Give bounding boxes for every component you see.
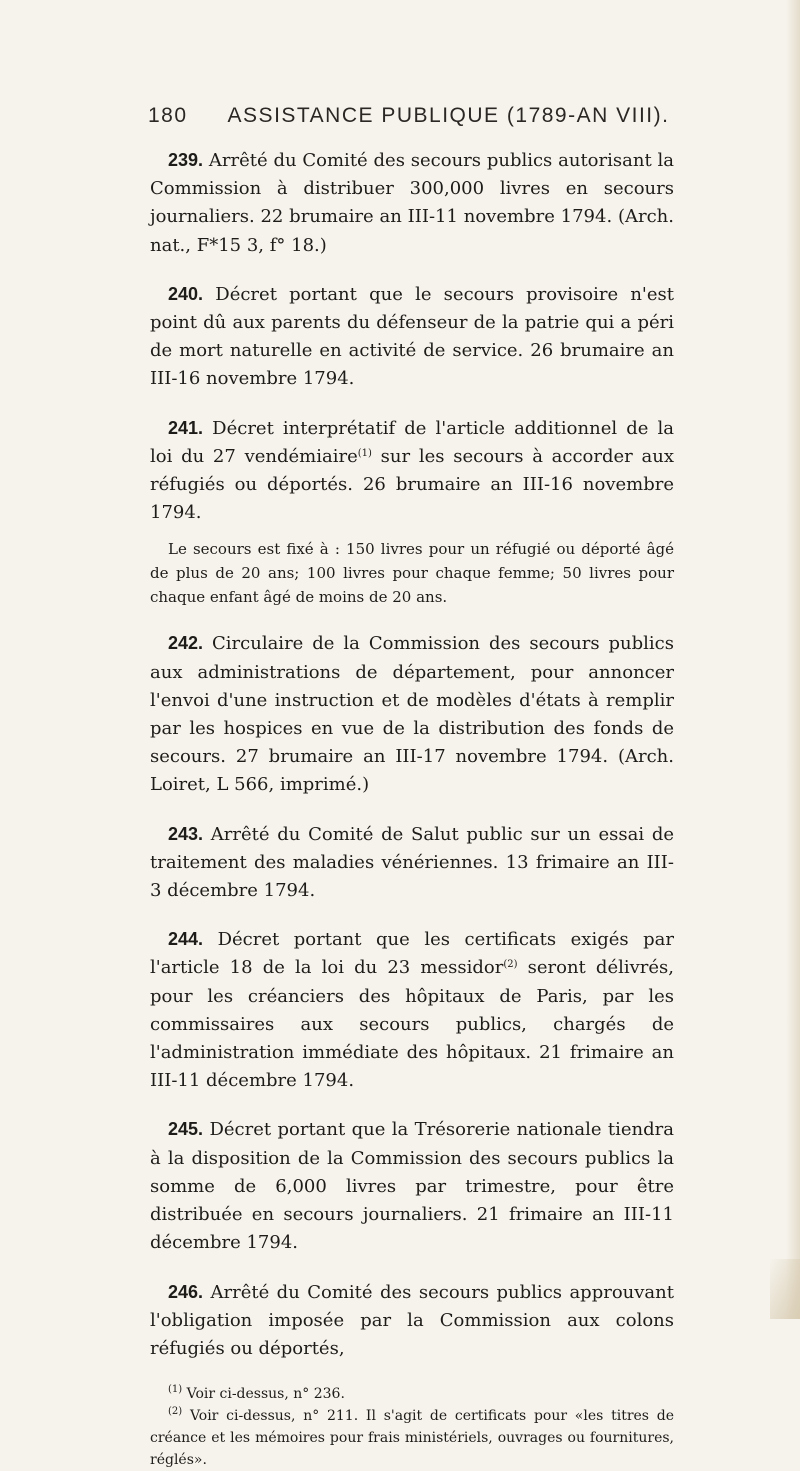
entry-number: 244.	[168, 929, 204, 950]
running-title: ASSISTANCE PUBLIQUE (1789-AN VIII).	[227, 104, 670, 127]
footnote-ref: (2)	[503, 959, 518, 971]
footnote-1	[150, 1383, 674, 1405]
entry-text: Décret portant que le secours provisoire n'est point dû aux parents du défenseur de la patrie qui a péri de mort naturelle en activité de service. 26 brumaire an III-16 novembre 1794.	[150, 283, 674, 390]
entry-number: 243.	[168, 823, 204, 844]
entry-244	[150, 925, 674, 1095]
footnote-2	[150, 1405, 674, 1471]
page-number: 180	[148, 104, 188, 127]
footnote-mark: (2)	[168, 1406, 183, 1418]
entry-text-cont: sur les secours à accorder aux réfugiés ou déportés. 26 brumaire an III-16 novembre 1794.	[150, 445, 674, 524]
entry-text: Décret portant que la Trésorerie nationale tiendra à la disposition de la Commission des secours publics la somme de 6,000 livres par trimestre, pour être distribuée en secours journaliers. 21 frimaire an III-11 décembre 1794.	[150, 1119, 674, 1254]
footnote-text: Voir ci-dessus, n° 236.	[186, 1386, 345, 1403]
entry-242	[150, 629, 674, 799]
entry-text: Décret portant que les certificats exigés par l'article 18 de la loi du 23 messidor	[150, 929, 674, 979]
entry-text: Arrêté du Comité des secours publics approuvant l'obligation imposée par la Commission aux colons réfugiés ou déportés,	[150, 1281, 674, 1359]
page-corner-shadow	[770, 1259, 800, 1319]
entry-241	[150, 414, 674, 528]
entry-text: Décret interprétatif de l'article additionnel de la loi du 27 vendémiaire	[150, 417, 674, 467]
entry-number: 242.	[168, 633, 204, 654]
text-column	[150, 146, 674, 1471]
page-edge-shadow	[786, 0, 800, 1319]
entry-number: 246.	[168, 1281, 204, 1302]
entry-240	[150, 280, 674, 394]
entry-text: Arrêté du Comité de Salut public sur un essai de traitement des maladies vénériennes. 13 frimaire an III-3 décembre 1794.	[150, 823, 674, 902]
running-header	[148, 104, 678, 128]
entry-text: Circulaire de la Commission des secours publics aux administrations de département, pour annoncer l'envoi d'une instruction et de modèles d'états à remplir par les hospices en vue de la distribution des fonds de secours. 27 brumaire an III-17 novembre 1794. (Arch. Loiret, L 566, imprimé.)	[150, 633, 674, 796]
entry-text: Arrêté du Comité des secours publics autorisant la Commission à distribuer 300,000 livres en secours journaliers. 22 brumaire an III-11 novembre 1794. (Arch. nat., F*15 3, f° 18.)	[150, 150, 674, 256]
entry-number: 241.	[168, 417, 204, 438]
entry-241-note: Le secours est fixé à : 150 livres pour un réfugié ou déporté âgé de plus de 20 ans; 100 livres pour chaque femme; 50 livres pour chaque enfant âgé de moins de 20 ans.	[150, 540, 674, 607]
entry-number: 245.	[168, 1119, 204, 1140]
entry-text-cont: seront délivrés, pour les créanciers des hôpitaux de Paris, par les commissaires aux secours publics, chargés de l'administration immédiate des hôpitaux. 21 frimaire an III-11 décembre 1794.	[150, 957, 674, 1092]
footnote-ref: (1)	[357, 447, 372, 459]
footnotes	[150, 1383, 674, 1471]
entry-239	[150, 146, 674, 260]
entry-245	[150, 1115, 674, 1257]
entry-number: 239.	[168, 150, 204, 170]
footnote-text: Voir ci-dessus, n° 211. Il s'agit de certificats pour «les titres de créance et les mémoires pour frais ministériels, ouvrages ou fournitures, réglés».	[150, 1408, 674, 1469]
entry-243	[150, 820, 674, 906]
footnote-mark: (1)	[168, 1384, 183, 1396]
entry-number: 240.	[168, 283, 204, 304]
entry-246	[150, 1278, 674, 1364]
